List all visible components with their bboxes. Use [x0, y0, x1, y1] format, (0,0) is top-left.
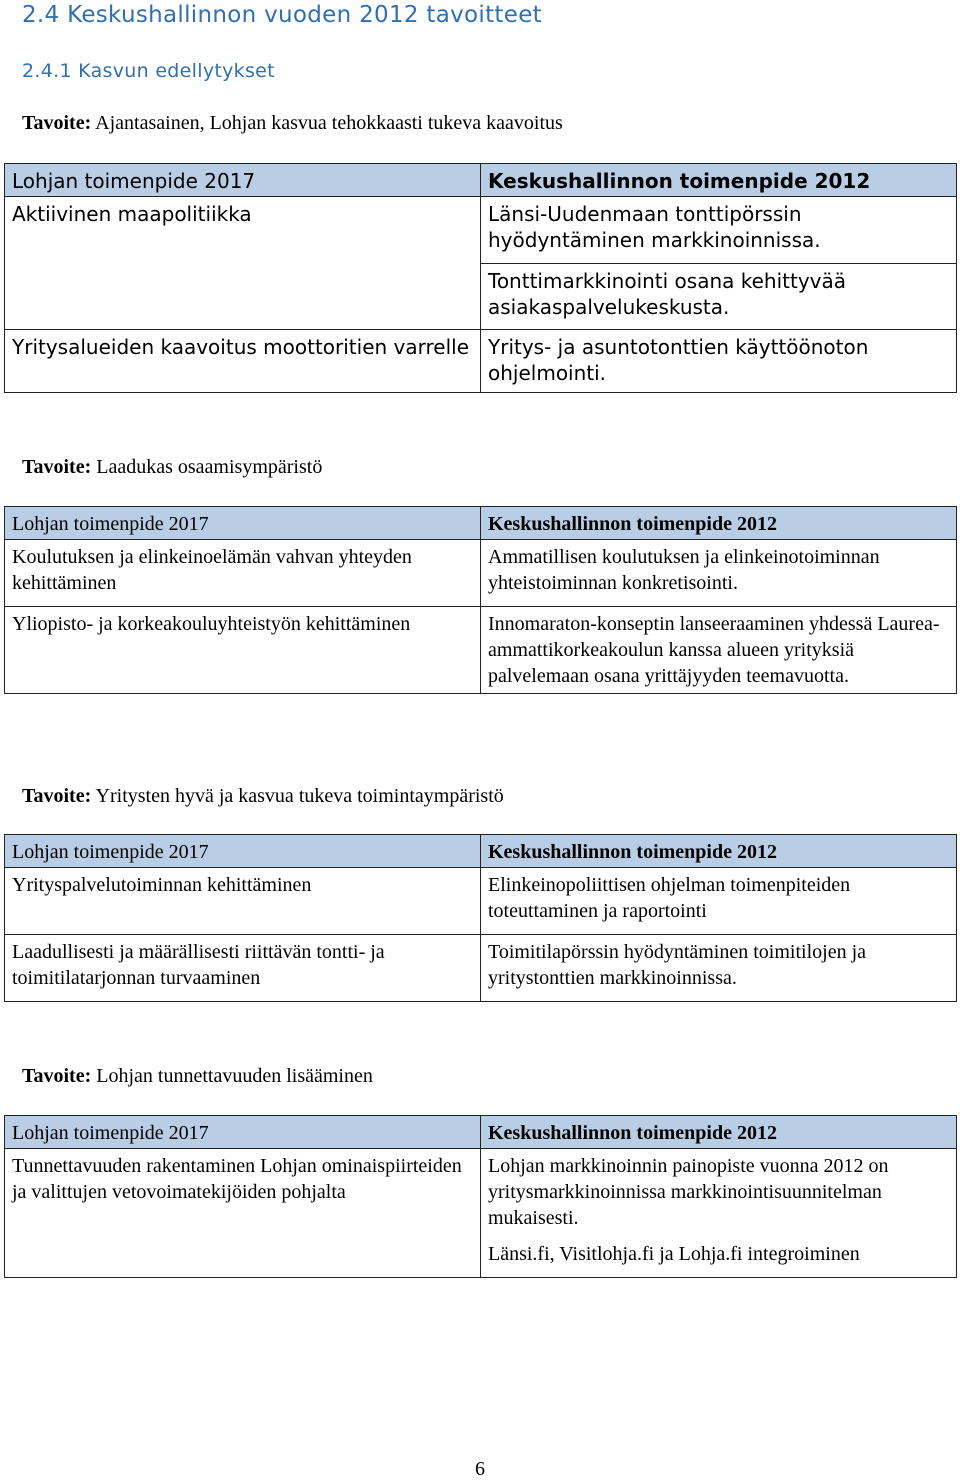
column-header-right: Keskushallinnon toimenpide 2012: [481, 835, 957, 868]
table-row: [5, 868, 957, 935]
goal-4: [22, 1065, 373, 1088]
column-header-right: Keskushallinnon toimenpide 2012: [481, 164, 957, 197]
goal-text: Lohjan tunnettavuuden lisääminen: [96, 1065, 373, 1087]
measure-2017: Yliopisto- ja korkeakouluyhteistyön kehittäminen: [5, 607, 481, 694]
page-number: 6: [475, 1458, 485, 1480]
measures-table-3: [4, 834, 957, 1002]
goal-3: [22, 785, 504, 808]
measure-2012: Elinkeinopoliittisen ohjelman toimenpiteiden toteuttaminen ja raportointi: [481, 868, 957, 935]
goal-text: Ajantasainen, Lohjan kasvua tehokkaasti tukeva kaavoitus: [95, 112, 563, 134]
measure-2017: Aktiivinen maapolitiikka: [5, 197, 481, 330]
measures-table-4: [4, 1115, 957, 1278]
measure-2017: Laadullisesti ja määrällisesti riittävän tontti- ja toimitilatarjonnan turvaaminen: [5, 935, 481, 1002]
table-header-row: [5, 835, 957, 868]
measure-2017: Yritysalueiden kaavoitus moottoritien varrelle: [5, 330, 481, 393]
measure-2012: Toimitilapörssin hyödyntäminen toimitilojen ja yritystonttien markkinoinnissa.: [481, 935, 957, 1002]
column-header-right: Keskushallinnon toimenpide 2012: [481, 507, 957, 540]
goal-text: Yritysten hyvä ja kasvua tukeva toimintaympäristö: [95, 785, 504, 807]
goal-label: Tavoite:: [22, 112, 92, 134]
measure-2012-item: Lohjan markkinoinnin painopiste vuonna 2012 on yritysmarkkinoinnissa markkinointisuunnitelman mukaisesti.: [488, 1155, 889, 1229]
measure-2012-item: Länsi.fi, Visitlohja.fi ja Lohja.fi integroiminen: [488, 1243, 860, 1265]
table-header-row: [5, 164, 957, 197]
column-header-left: Lohjan toimenpide 2017: [5, 164, 481, 197]
column-header-left: Lohjan toimenpide 2017: [5, 835, 481, 868]
table-row: [5, 935, 957, 1002]
measure-2017: Koulutuksen ja elinkeinoelämän vahvan yhteyden kehittäminen: [5, 540, 481, 607]
table-header-row: [5, 1116, 957, 1149]
column-header-left: Lohjan toimenpide 2017: [5, 1116, 481, 1149]
subsection-heading: 2.4.1 Kasvun edellytykset: [22, 60, 275, 82]
section-heading: 2.4 Keskushallinnon vuoden 2012 tavoitteet: [22, 2, 542, 28]
goal-1: [22, 112, 563, 135]
measure-2012: [481, 1149, 957, 1278]
measure-2012-item: Tonttimarkkinointi osana kehittyvää asiakaspalvelukeskusta.: [481, 263, 956, 329]
measure-2012: Yritys- ja asuntotonttien käyttöönoton ohjelmointi.: [481, 330, 957, 393]
table-row: [5, 540, 957, 607]
goal-label: Tavoite:: [22, 785, 92, 807]
measure-2012: Ammatillisen koulutuksen ja elinkeinotoiminnan yhteistoiminnan konkretisointi.: [481, 540, 957, 607]
goal-label: Tavoite:: [22, 1065, 92, 1087]
goal-2: [22, 456, 322, 479]
table-row: [5, 330, 957, 393]
measures-table-2: [4, 506, 957, 694]
measures-table-1: [4, 163, 957, 393]
table-row: [5, 197, 957, 330]
column-header-right: Keskushallinnon toimenpide 2012: [481, 1116, 957, 1149]
column-header-left: Lohjan toimenpide 2017: [5, 507, 481, 540]
measure-2012: [481, 197, 957, 330]
measure-2012-item: Länsi-Uudenmaan tonttipörssin hyödyntäminen markkinoinnissa.: [488, 202, 821, 252]
measure-2017: Tunnettavuuden rakentaminen Lohjan ominaispiirteiden ja valittujen vetovoimatekijöiden pohjalta: [5, 1149, 481, 1278]
measure-2017: Yrityspalvelutoiminnan kehittäminen: [5, 868, 481, 935]
table-row: [5, 1149, 957, 1278]
table-header-row: [5, 507, 957, 540]
goal-label: Tavoite:: [22, 456, 92, 478]
goal-text: Laadukas osaamisympäristö: [96, 456, 323, 478]
measure-2012: Innomaraton-konseptin lanseeraaminen yhdessä Laurea-ammattikorkeakoulun kanssa alueen yrityksiä palvelemaan osana yrittäjyyden teemavuotta.: [481, 607, 957, 694]
table-row: [5, 607, 957, 694]
